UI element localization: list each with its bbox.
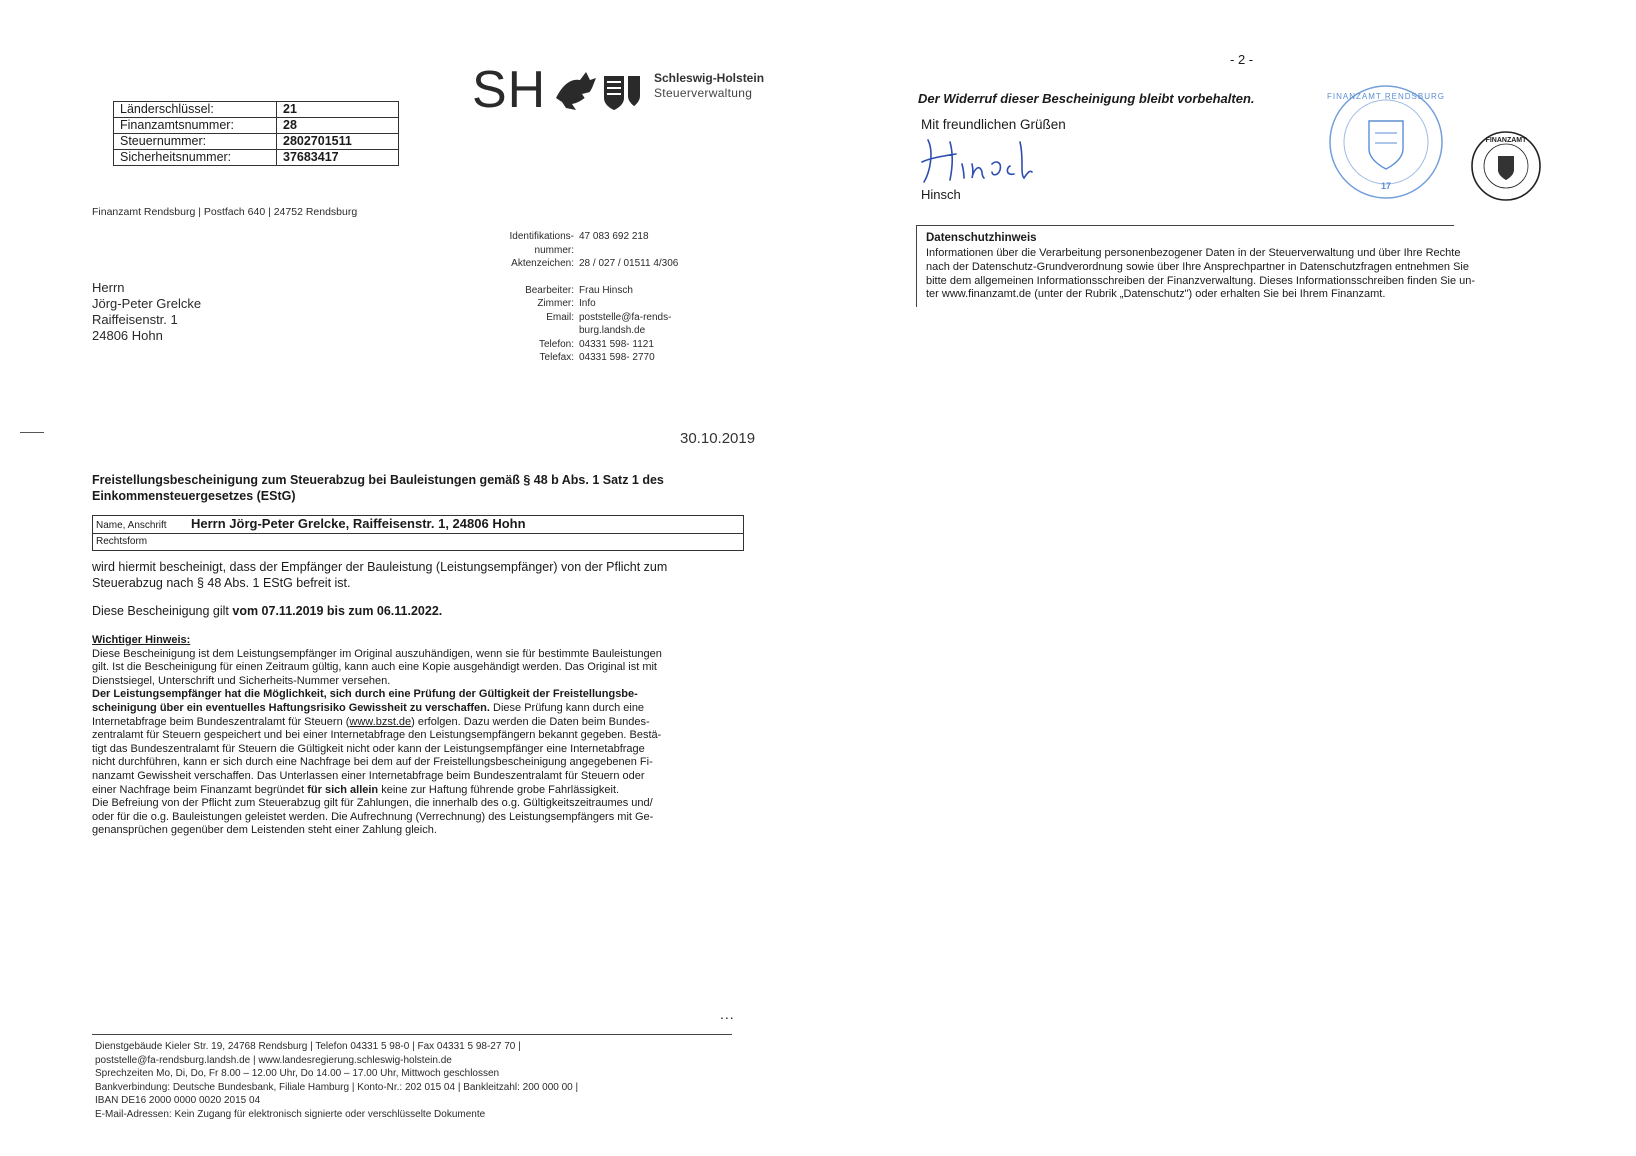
notice-text: Diese Prüfung kann durch eine	[489, 701, 645, 714]
signer-name: Hinsch	[921, 187, 961, 202]
privacy-heading: Datenschutzhinweis	[926, 232, 1037, 244]
info-value	[579, 271, 684, 284]
table-row	[114, 134, 399, 150]
table-row	[114, 118, 399, 134]
table-label: Finanzamtsnummer:	[114, 118, 277, 134]
notice-line: oder für die o.g. Bauleistungen geleistet werden. Die Aufrechnung (Verrechnung) des Leistungsempfängers mit Ge-	[92, 810, 654, 823]
title-line: Einkommensteuergesetzes (EStG)	[92, 489, 296, 503]
notice-line	[92, 716, 732, 730]
revocation-notice: Der Widerruf dieser Bescheinigung bleibt vorbehalten.	[918, 91, 1255, 106]
table-label: Sicherheitsnummer:	[114, 150, 277, 166]
logo-agency-name: Steuerverwaltung	[654, 86, 753, 100]
info-row	[478, 351, 684, 365]
notice-bold-line: Der Leistungsempfänger hat die Möglichkeit, sich durch eine Prüfung der Gültigkeit der Freistellungsbe-	[92, 688, 638, 701]
notice-heading: Wichtiger Hinweis:	[92, 634, 191, 646]
info-value: 04331 598- 2770	[579, 352, 655, 363]
name-value: Herrn Jörg-Peter Grelcke, Raiffeisenstr. 1, 24806 Hohn	[191, 516, 526, 531]
info-label: nummer:	[534, 244, 574, 256]
info-label: Telefax:	[539, 352, 574, 363]
info-value: Frau Hinsch	[579, 284, 633, 296]
info-value: Info	[579, 298, 596, 309]
info-value: 47 083 692 218	[579, 231, 649, 242]
notice-text: ) erfolgen. Dazu werden die Daten beim Bundes-	[411, 715, 650, 728]
table-value: 28	[277, 118, 399, 134]
footer-divider	[92, 1034, 732, 1035]
notice-line	[92, 784, 732, 798]
footer-line: Sprechzeiten Mo, Di, Do, Fr 8.00 – 12.00 Uhr, Do 14.00 – 17.00 Uhr, Mittwoch geschlossen	[95, 1068, 500, 1080]
bzst-link[interactable]: www.bzst.de	[349, 715, 412, 728]
table-value: 21	[277, 102, 399, 118]
notice-line: Die Befreiung von der Pflicht zum Steuerabzug gilt für Zahlungen, die innerhalb des o.g. Gültigkeitszeitraumes und/	[92, 797, 653, 810]
seal-stamp	[1470, 130, 1542, 202]
table-label: Steuernummer:	[114, 134, 277, 150]
important-notice	[92, 634, 732, 838]
footer-line: Bankverbindung: Deutsche Bundesbank, Filiale Hamburg | Konto-Nr.: 202 015 04 | Bankleitzahl: 200 000 00 |	[95, 1081, 579, 1093]
info-label: Email:	[546, 311, 574, 323]
info-label: Aktenzeichen:	[511, 258, 574, 269]
footer-line: E-Mail-Adressen: Kein Zugang für elektronisch signierte oder verschlüsselte Dokumente	[95, 1108, 486, 1120]
privacy-line: ter www.finanzamt.de (unter der Rubrik „Datenschutz") oder erhalten Sie bei Ihrem Finanzamt.	[926, 288, 1386, 301]
info-value: 04331 598- 1121	[579, 338, 654, 350]
info-row	[478, 257, 684, 271]
table-value: 2802701511	[277, 134, 399, 150]
table-row	[114, 102, 399, 118]
footer-line: IBAN DE16 2000 0000 0020 2015 04	[95, 1095, 261, 1107]
coat-of-arms-icon	[552, 68, 644, 112]
notice-text: einer Nachfrage beim Finanzamt begründet	[92, 783, 308, 796]
info-value: burg.landsh.de	[579, 325, 646, 336]
notice-bold-text: für sich allein	[307, 783, 379, 796]
privacy-divider	[916, 225, 1454, 226]
page-number: - 2 -	[1230, 52, 1254, 67]
notice-line	[92, 702, 732, 716]
notice-text: keine zur Haftung führende grobe Fahrlässigkeit.	[378, 783, 620, 796]
privacy-notice	[926, 247, 1546, 302]
recipient-street: Raiffeisenstr. 1	[92, 312, 178, 327]
notice-bold-text: scheinigung über ein eventuelles Haftungsrisiko Gewissheit zu verschaffen.	[92, 701, 490, 714]
body-line: Steuerabzug nach § 48 Abs. 1 EStG befreit ist.	[92, 576, 351, 590]
table-row	[114, 150, 399, 166]
recipient-salutation: Herrn	[92, 280, 125, 295]
validity-prefix: Diese Bescheinigung gilt	[92, 604, 233, 618]
recipient-info-box	[92, 515, 744, 551]
info-label: Telefon:	[538, 338, 574, 350]
info-row	[478, 284, 684, 298]
privacy-line: bitte dem allgemeinen Informationsschreiben der Finanzverwaltung. Dieses Informationsschreiben finden Sie un-	[926, 274, 1476, 287]
validity-period: vom 07.11.2019 bis zum 06.11.2022.	[232, 604, 443, 618]
contact-info-block	[478, 230, 684, 365]
document-title	[92, 472, 742, 504]
info-label: Zimmer:	[537, 298, 574, 309]
footer-line: Dienstgebäude Kieler Str. 19, 24768 Rendsburg | Telefon 04331 5 98-0 | Fax 04331 5 98-27 70 |	[95, 1041, 521, 1052]
logo-letters: SH	[472, 61, 547, 119]
letter-footer	[95, 1040, 578, 1122]
handwritten-signature	[920, 132, 1050, 188]
notice-text: Internetabfrage beim Bundeszentralamt für Steuern (	[92, 715, 350, 728]
title-line: Freistellungsbescheinigung zum Steuerabzug bei Bauleistungen gemäß § 48 b Abs. 1 Satz 1 des	[92, 473, 664, 487]
notice-line: Dienstsiegel, Unterschrift und Sicherheits-Nummer versehen.	[92, 674, 391, 687]
fold-mark	[20, 432, 44, 433]
table-label: Länderschlüssel:	[114, 102, 277, 118]
info-value: poststelle@fa-rends-	[579, 311, 672, 323]
info-row	[478, 244, 684, 258]
tax-identifier-table	[113, 101, 399, 166]
notice-line: genansprüchen gegenüber dem Leistenden steht einer Zahlung gleich.	[92, 824, 437, 837]
info-label	[478, 271, 579, 284]
body-line: wird hiermit bescheinigt, dass der Empfänger der Bauleistung (Leistungsempfänger) von der Pflicht zum	[92, 560, 668, 574]
info-label	[478, 324, 579, 338]
info-spacer	[478, 271, 684, 284]
info-row	[478, 324, 684, 338]
sh-logo	[472, 61, 772, 120]
privacy-line: Informationen über die Verarbeitung personenbezogener Daten in der Steuerverwaltung und über Ihre Rechte	[926, 247, 1461, 259]
recipient-address	[92, 280, 201, 344]
validity-statement	[92, 604, 442, 618]
privacy-line: nach der Datenschutz-Grundverordnung sowie über Ihre Ansprechpartner in Datenschutzfragen entnehmen Sie	[926, 260, 1469, 273]
info-label: Identifikations-	[509, 231, 574, 242]
notice-line: nicht durchführen, kann er sich durch eine Nachfrage bei dem auf der Freistellungsbescheinigung angegebenen Fi-	[92, 756, 653, 769]
name-row	[93, 516, 743, 534]
certification-text	[92, 559, 742, 591]
closing-greeting: Mit freundlichen Grüßen	[921, 117, 1066, 132]
letter-date: 30.10.2019	[680, 430, 756, 447]
sender-address-line: Finanzamt Rendsburg | Postfach 640 | 24752 Rendsburg	[92, 206, 358, 218]
legal-form-label: Rechtsform	[96, 536, 148, 547]
recipient-city: 24806 Hohn	[92, 328, 163, 343]
notice-line: zentralamt für Steuern gespeichert und bei einer Internetabfrage den Leistungsempfängern bekannt gegeben. Bestä-	[92, 729, 662, 742]
notice-line: Diese Bescheinigung ist dem Leistungsempfänger im Original auszuhändigen, wenn sie für bestimmte Bauleistungen	[92, 647, 662, 660]
recipient-name: Jörg-Peter Grelcke	[92, 296, 202, 311]
info-row	[478, 297, 684, 311]
table-value: 37683417	[277, 150, 399, 166]
info-row	[478, 338, 684, 352]
info-label: Bearbeiter:	[525, 284, 574, 296]
logo-state-name: Schleswig-Holstein	[654, 71, 765, 85]
info-value: 28 / 027 / 01511 4/306	[579, 258, 679, 269]
info-row	[478, 230, 684, 244]
info-row	[478, 311, 684, 325]
official-seal-stamp	[1327, 83, 1445, 201]
name-label: Name, Anschrift	[96, 520, 167, 531]
info-value	[579, 244, 684, 258]
stamp-number: 17	[1380, 181, 1392, 191]
notice-line: nanzamt Gewissheit verschaffen. Das Unterlassen einer Internetabfrage beim Bundeszentralamt für Steuern oder	[92, 769, 645, 782]
notice-line: gilt. Ist die Bescheinigung für einen Zeitraum gültig, kann auch eine Kopie ausgehändigt werden. Das Original ist mit	[92, 661, 657, 674]
footer-line: poststelle@fa-rendsburg.landsh.de | www.landesregierung.schleswig-holstein.de	[95, 1054, 452, 1066]
continuation-dots: ...	[720, 1006, 735, 1022]
notice-line: tigt das Bundeszentralamt für Steuern die Gültigkeit nicht oder kann der Leistungsempfänger eine Internetabfrage	[92, 742, 645, 755]
privacy-box-edge	[916, 225, 917, 307]
stamp-text: FINANZAMT RENDSBURG	[1327, 92, 1445, 101]
stamp-text: FINANZAMT	[1485, 137, 1527, 144]
